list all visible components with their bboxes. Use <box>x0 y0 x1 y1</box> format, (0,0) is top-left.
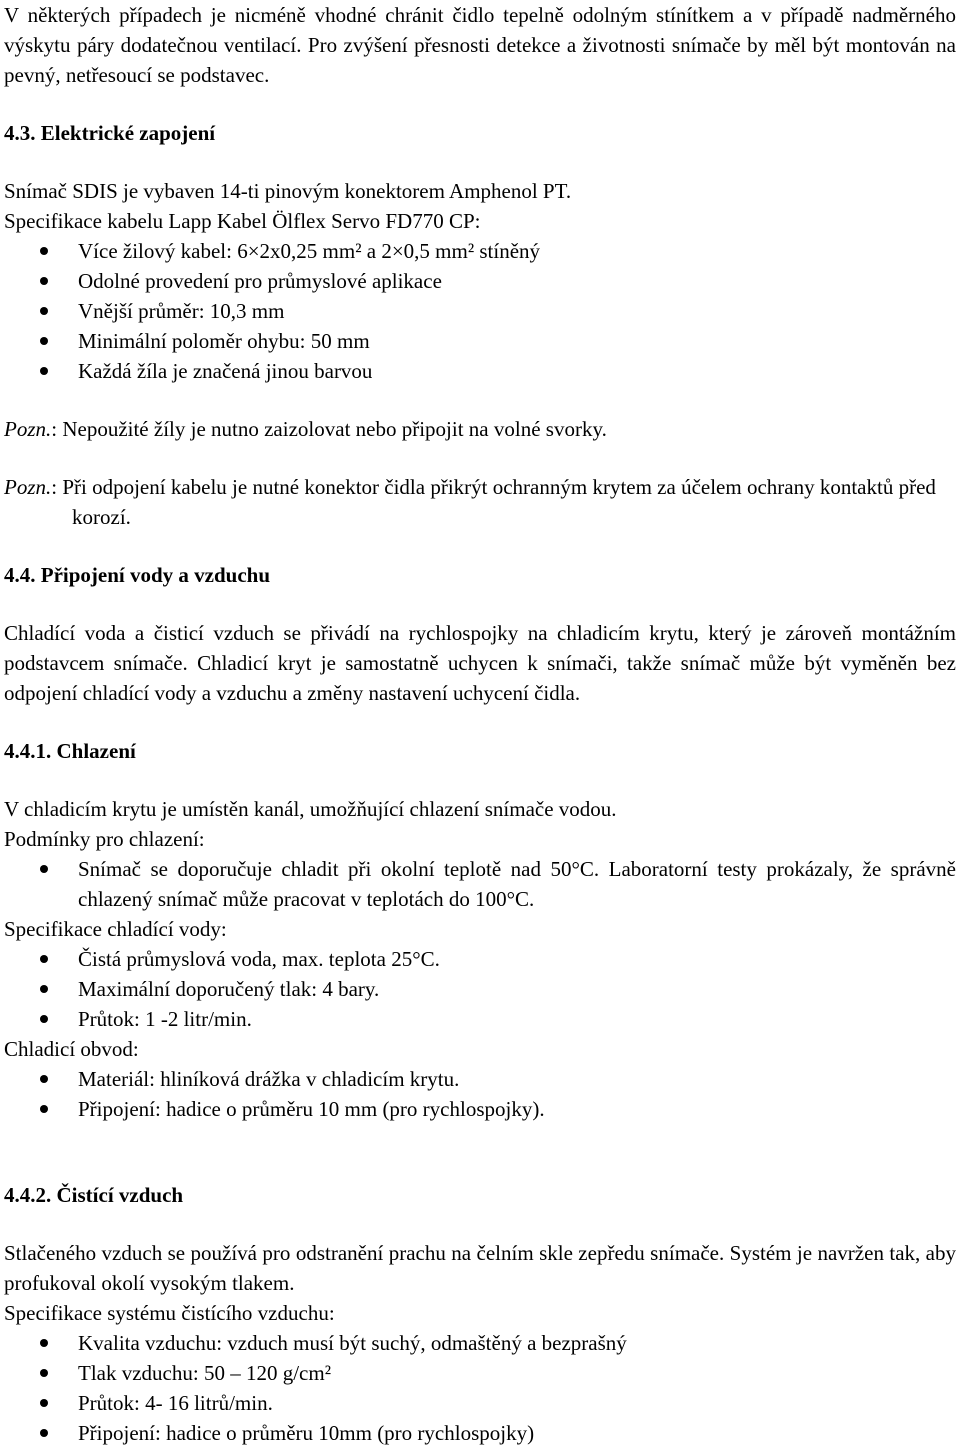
list-item: Více žilový kabel: 6×2x0,25 mm² a 2×0,5 mm² stíněný <box>4 236 956 266</box>
bullet-icon <box>40 367 48 375</box>
bullet-icon <box>40 1369 48 1377</box>
cooling-circuit-list <box>4 1064 956 1124</box>
list-item: Tlak vzduchu: 50 – 120 g/cm² <box>4 1358 956 1388</box>
bullet-icon <box>40 865 48 873</box>
bullet-icon <box>40 247 48 255</box>
list-item: Připojení: hadice o průměru 10 mm (pro rychlospojky). <box>4 1094 956 1124</box>
bullet-icon <box>40 955 48 963</box>
air-spec-label: Specifikace systému čistícího vzduchu: <box>4 1301 335 1325</box>
air-spec-list <box>4 1328 956 1448</box>
intro-paragraph: V některých případech je nicméně vhodné chránit čidlo tepelně odolným stínítkem a v případě nadměrného výskytu páry dodatečnou ventilací. Pro zvýšení přesnosti detekce a životnosti snímače by měl být montován na pevný, netřesoucí se podstavec. <box>4 3 956 87</box>
bullet-icon <box>40 337 48 345</box>
section-title-4-4: 4.4. Připojení vody a vzduchu <box>4 563 271 587</box>
bullet-icon <box>40 277 48 285</box>
paragraph-cleaning-air: Stlačeného vzduch se používá pro odstranění prachu na čelním skle zepředu snímače. Systém je navržen tak, aby profukoval okolí vysokým tlakem. <box>4 1241 956 1295</box>
list-item: Vnější průměr: 10,3 mm <box>4 296 956 326</box>
paragraph-connector: Snímač SDIS je vybaven 14-ti pinovým konektorem Amphenol PT. <box>4 179 572 203</box>
list-item: Materiál: hliníková drážka v chladicím krytu. <box>4 1064 956 1094</box>
list-item: Odolné provedení pro průmyslové aplikace <box>4 266 956 296</box>
paragraph-cable-spec-label: Specifikace kabelu Lapp Kabel Ölflex Servo FD770 CP: <box>4 209 481 233</box>
list-item: Každá žíla je značená jinou barvou <box>4 356 956 386</box>
bullet-icon <box>40 1429 48 1437</box>
bullet-icon <box>40 1339 48 1347</box>
list-item: Průtok: 1 -2 litr/min. <box>4 1004 956 1034</box>
bullet-icon <box>40 1399 48 1407</box>
list-item: Maximální doporučený tlak: 4 bary. <box>4 974 956 1004</box>
section-title-4-3: 4.3. Elektrické zapojení <box>4 121 216 145</box>
cooling-conditions-list <box>4 854 956 914</box>
list-item: Čistá průmyslová voda, max. teplota 25°C. <box>4 944 956 974</box>
bullet-icon <box>40 985 48 993</box>
water-spec-list <box>4 944 956 1034</box>
note-disconnect: Pozn.: Při odpojení kabelu je nutné konektor čidla přikrýt ochranným krytem za účelem ochrany kontaktů před korozí. <box>4 475 936 529</box>
paragraph-cooling-channel: V chladicím krytu je umístěn kanál, umožňující chlazení snímače vodou. <box>4 797 617 821</box>
section-title-4-4-2: 4.4.2. Čistící vzduch <box>4 1183 184 1207</box>
list-item: Kvalita vzduchu: vzduch musí být suchý, odmaštěný a bezprašný <box>4 1328 956 1358</box>
bullet-icon <box>40 1015 48 1023</box>
cooling-conditions-label: Podmínky pro chlazení: <box>4 827 205 851</box>
section-title-4-4-1: 4.4.1. Chlazení <box>4 739 136 763</box>
cooling-circuit-label: Chladicí obvod: <box>4 1037 139 1061</box>
list-item: Připojení: hadice o průměru 10mm (pro rychlospojky) <box>4 1418 956 1448</box>
list-item: Snímač se doporučuje chladit při okolní teplotě nad 50°C. Laboratorní testy prokázaly, že správně chlazený snímač může pracovat v teplotách do 100°C. <box>4 854 956 914</box>
cable-spec-list <box>4 236 956 386</box>
water-spec-label: Specifikace chladící vody: <box>4 917 227 941</box>
paragraph-water-air: Chladící voda a čisticí vzduch se přivádí na rychlospojky na chladicím krytu, který je zároveň montážním podstavcem snímače. Chladicí kryt je samostatně uchycen k snímači, takže snímač může být vyměněn bez odpojení chladící vody a vzduchu a změny nastavení uchycení čidla. <box>4 621 956 705</box>
list-item: Minimální poloměr ohybu: 50 mm <box>4 326 956 356</box>
bullet-icon <box>40 307 48 315</box>
list-item: Průtok: 4- 16 litrů/min. <box>4 1388 956 1418</box>
note-unused-wires: Pozn.: Nepoužité žíly je nutno zaizolovat nebo připojit na volné svorky. <box>4 417 607 441</box>
bullet-icon <box>40 1075 48 1083</box>
bullet-icon <box>40 1105 48 1113</box>
